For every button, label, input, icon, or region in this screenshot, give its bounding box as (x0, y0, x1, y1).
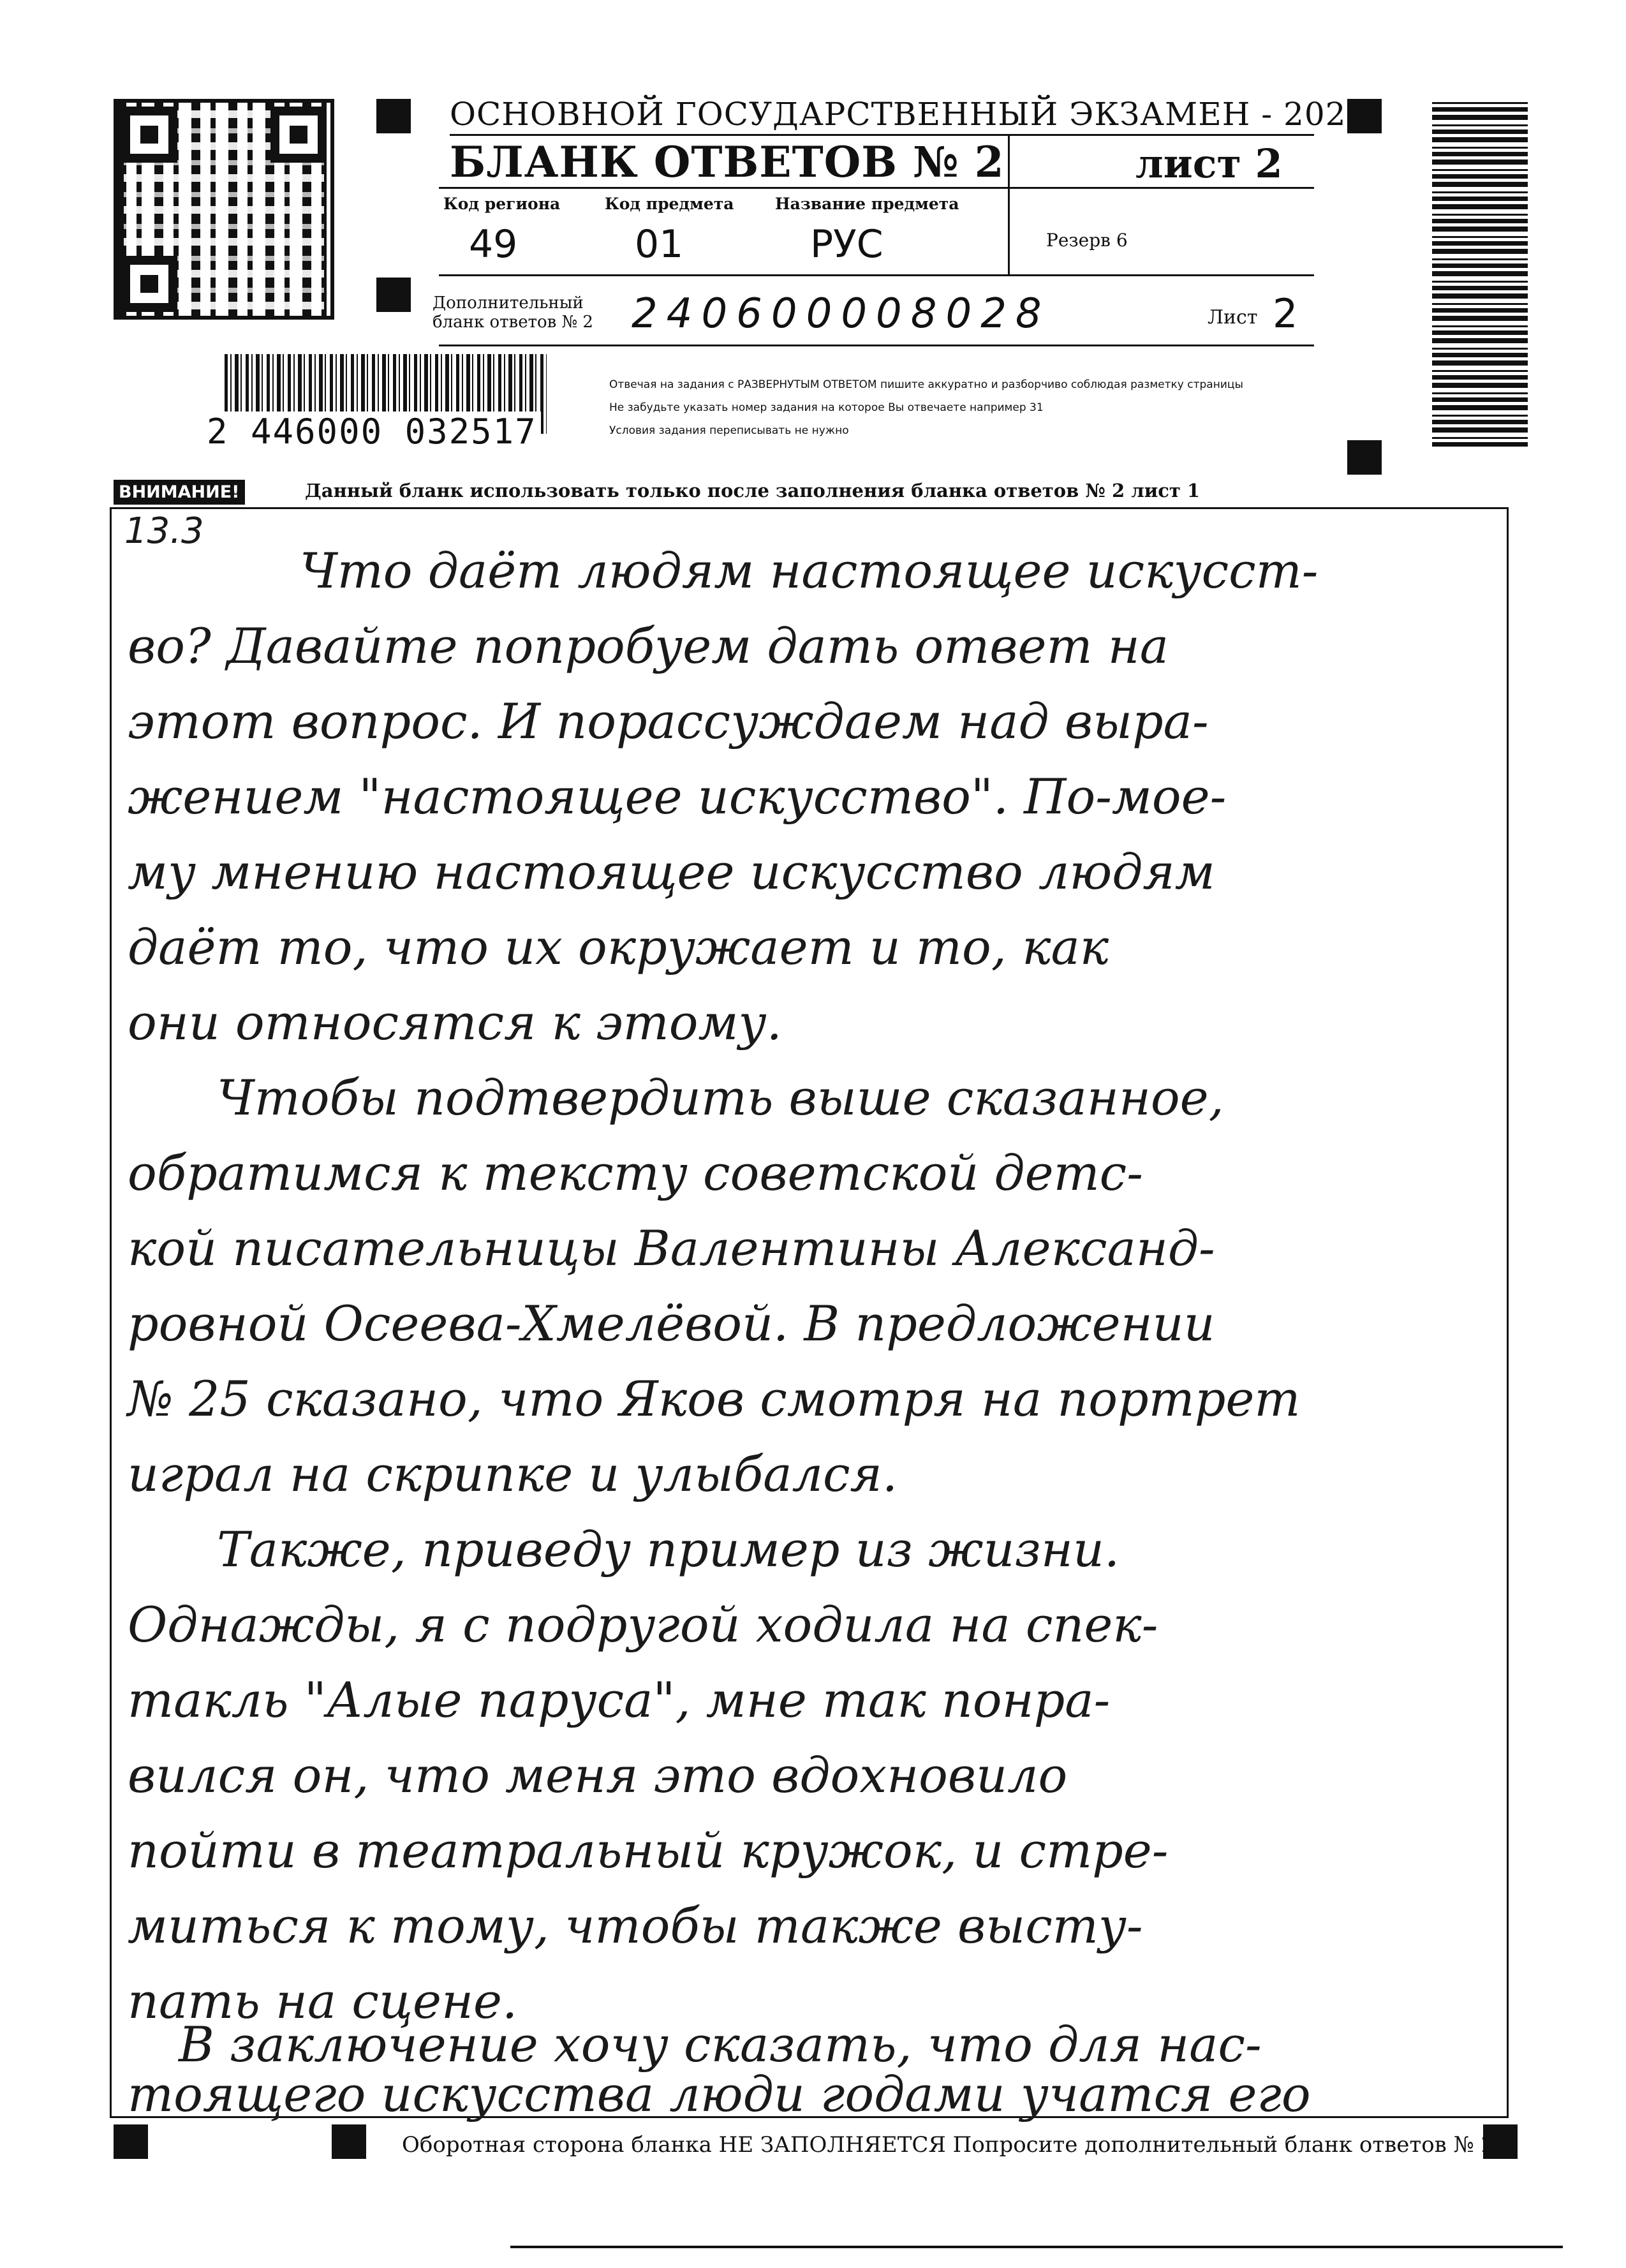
list-value: 2 (1273, 290, 1298, 337)
answer-line: Чтобы подтвердить выше сказанное, (217, 1069, 1224, 1126)
answer-line: обратимся к тексту советской детс- (128, 1145, 1143, 1201)
answer-line: они относятся к этому. (128, 994, 782, 1051)
answer-line: Что даёт людям настоящее искусст- (300, 542, 1319, 599)
qr-code (114, 99, 334, 320)
answer-line: играл на скрипке и улыбался. (128, 1446, 898, 1502)
exam-title: ОСНОВНОЙ ГОСУДАРСТВЕННЫЙ ЭКЗАМЕН - 2024 (450, 96, 1368, 133)
answer-line: кой писательницы Валентины Александ- (128, 1220, 1215, 1277)
additional-blank-label-line1: Дополнительный (432, 293, 584, 313)
answer-line: В заключение хочу сказать, что для нас- (179, 2016, 1262, 2073)
reserve-label: Резерв 6 (1046, 230, 1128, 251)
answer-line: вился он, что меня это вдохновило (128, 1747, 1068, 1804)
answer-line: ровной Осеева-Хмелёвой. В предложении (128, 1295, 1215, 1352)
header-divider (450, 134, 1314, 136)
region-code-label: Код региона (443, 195, 561, 213)
answer-line: му мнению настоящее искусство людям (128, 843, 1215, 900)
alignment-marker-bottom-left (114, 2124, 148, 2159)
alignment-marker-mid-right (1347, 440, 1382, 475)
subject-code-value: 01 (635, 222, 684, 267)
subject-name-value: РУС (810, 222, 883, 267)
barcode-number: 2 446000 032517 (203, 411, 541, 452)
addl-bottom-line (439, 345, 1314, 346)
fields-bottom-line (439, 274, 1314, 276)
header-vertical-divider (1008, 135, 1010, 274)
answer-line: миться к тому, чтобы также высту- (128, 1897, 1143, 1954)
answer-line: этот вопрос. И порассуждаем над выра- (128, 693, 1209, 750)
attention-text: Данный бланк использовать только после заполнения бланка ответов № 2 лист 1 (305, 480, 1201, 501)
sheet-label: лист 2 (1135, 140, 1283, 187)
answer-line: жением "настоящее искусство". По-мое- (128, 768, 1227, 825)
subject-code-label: Код предмета (605, 195, 734, 213)
header-field-divider (439, 187, 1314, 189)
instruction-line: Условия задания переписывать не нужно (609, 424, 849, 437)
blank-title: БЛАНК ОТВЕТОВ № 2 (450, 137, 1005, 187)
additional-blank-number: 240600008028 (632, 290, 1051, 337)
region-code-value: 49 (469, 222, 518, 267)
answer-line: Также, приведу пример из жизни. (217, 1521, 1120, 1578)
answer-line: даёт то, что их окружает и то, как (128, 919, 1109, 975)
instruction-line: Не забудьте указать номер задания на которое Вы отвечаете например 31 (609, 401, 1044, 414)
subject-name-label: Название предмета (775, 195, 959, 213)
alignment-marker-top-left (376, 99, 411, 133)
answer-line: Однажды, я с подругой ходила на спек- (128, 1596, 1158, 1653)
list-label: Лист (1208, 306, 1258, 329)
side-barcode (1432, 102, 1528, 447)
footer-note: Оборотная сторона бланка НЕ ЗАПОЛНЯЕТСЯ Попросите дополнительный бланк ответов № 2 (402, 2132, 1495, 2158)
answer-line: во? Давайте попробуем дать ответ на (128, 618, 1169, 674)
answer-line: № 25 сказано, что Яков смотря на портрет (128, 1370, 1301, 1427)
attention-badge: ВНИМАНИЕ! (114, 480, 245, 505)
bottom-rule (510, 2246, 1563, 2248)
alignment-marker-mid-left (376, 278, 411, 312)
additional-blank-label-line2: бланк ответов № 2 (432, 313, 593, 332)
task-number: 13.3 (124, 510, 204, 552)
answer-line: такль "Алые паруса", мне так понра- (128, 1671, 1111, 1728)
answer-line: пать на сцене. (128, 1973, 518, 2029)
instruction-line: Отвечая на задания с РАЗВЕРНУТЫМ ОТВЕТОМ пишите аккуратно и разборчиво соблюдая разметку страницы (609, 378, 1243, 391)
instructions (609, 373, 1407, 442)
answer-line: пойти в театральный кружок, и стре- (128, 1822, 1169, 1879)
answer-line: тоящего искусства люди годами учатся его (128, 2066, 1311, 2123)
additional-blank-label (432, 293, 593, 332)
alignment-marker-bottom-mid (332, 2124, 366, 2159)
